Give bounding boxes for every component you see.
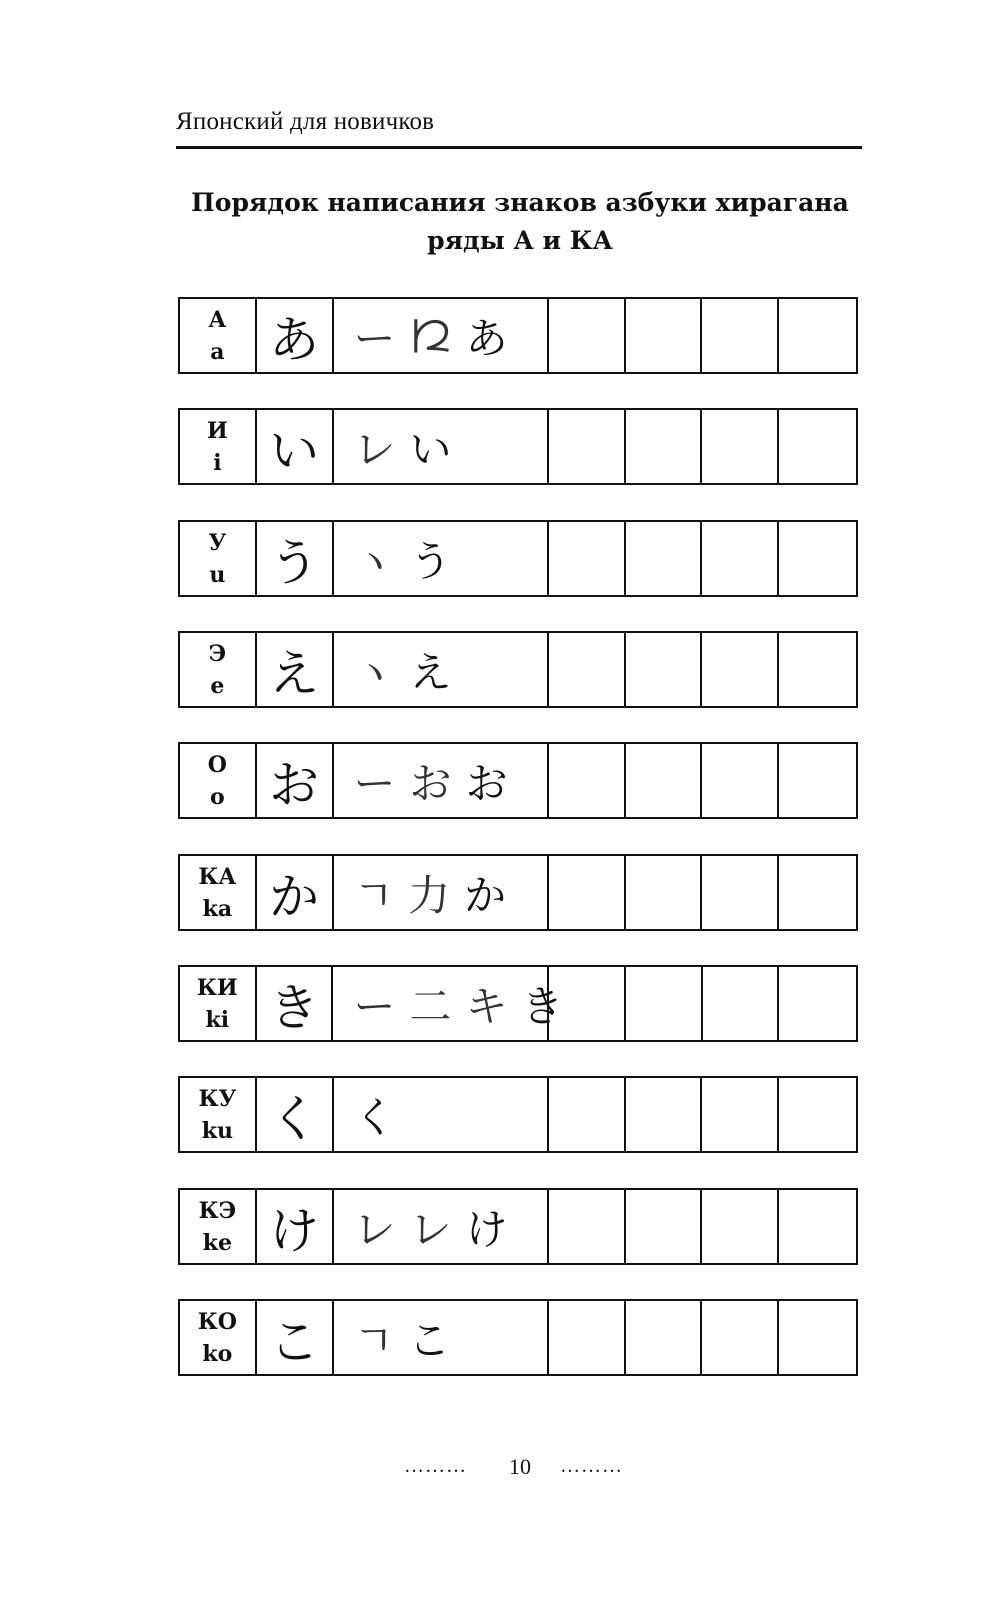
- syllable-label: [180, 1078, 257, 1151]
- syllable-label: [180, 1190, 257, 1263]
- kana-row: [178, 520, 858, 597]
- syllable-label: [180, 633, 257, 706]
- practice-cell: [549, 633, 626, 706]
- stroke-step: け: [465, 1204, 508, 1254]
- practice-cell: [549, 856, 626, 929]
- syllable-cyrillic: И: [206, 417, 228, 444]
- page-number: 10: [509, 1454, 531, 1479]
- stroke-order: [334, 299, 549, 372]
- kana-character: く: [257, 1078, 334, 1151]
- syllable-label: [180, 522, 257, 595]
- kana-character: け: [257, 1190, 334, 1263]
- stroke-step: レ: [353, 424, 396, 474]
- syllable-latin: ko: [202, 1340, 233, 1367]
- stroke-step: い: [409, 424, 452, 474]
- stroke-step: ㄱ: [353, 1315, 395, 1365]
- stroke-step: ㄱ: [353, 870, 395, 920]
- practice-cell: [779, 967, 856, 1040]
- stroke-step: ー: [353, 758, 396, 808]
- stroke-step: レ: [353, 1204, 396, 1254]
- syllable-label: [180, 299, 257, 372]
- practice-cell: [549, 744, 626, 817]
- syllable-cyrillic: А: [208, 306, 227, 333]
- syllable-label: [180, 410, 257, 483]
- syllable-cyrillic: КУ: [198, 1085, 237, 1112]
- stroke-step: く: [353, 1092, 396, 1142]
- stroke-order: [334, 1301, 549, 1374]
- stroke-step: き: [521, 981, 564, 1031]
- kana-character: か: [257, 856, 334, 929]
- syllable-cyrillic: КА: [198, 863, 237, 890]
- stroke-step: 二: [409, 981, 452, 1031]
- practice-cell: [702, 856, 779, 929]
- stroke-step: お: [465, 758, 508, 808]
- practice-cell: [549, 299, 626, 372]
- kana-row: [178, 1299, 858, 1376]
- practice-cell: [626, 744, 703, 817]
- practice-cell: [549, 1078, 626, 1151]
- practice-cell: [702, 1078, 779, 1151]
- stroke-step: 力: [408, 870, 451, 920]
- syllable-label: [180, 967, 257, 1040]
- stroke-order: [334, 1190, 549, 1263]
- kana-character: あ: [257, 299, 334, 372]
- page-subtitle: ряды А и КА: [427, 226, 613, 255]
- practice-cell: [779, 633, 856, 706]
- practice-cell: [549, 522, 626, 595]
- practice-cell: [626, 1301, 703, 1374]
- syllable-cyrillic: У: [208, 529, 227, 556]
- practice-cell: [779, 1078, 856, 1151]
- practice-cell: [702, 1190, 779, 1263]
- syllable-latin: ki: [205, 1006, 230, 1033]
- syllable-label: [180, 856, 257, 929]
- syllable-latin: e: [210, 672, 225, 699]
- stroke-order: [334, 410, 549, 483]
- practice-cell: [779, 744, 856, 817]
- practice-cell: [779, 856, 856, 929]
- kana-row: [178, 297, 858, 374]
- stroke-step: 𛀁: [409, 311, 452, 361]
- kana-character: う: [257, 522, 334, 595]
- stroke-order: [334, 744, 549, 817]
- kana-character: お: [257, 744, 334, 817]
- practice-cell: [779, 410, 856, 483]
- kana-row: [178, 1188, 858, 1265]
- practice-cell: [626, 410, 703, 483]
- kana-character: き: [257, 967, 334, 1040]
- stroke-step: ー: [353, 981, 396, 1031]
- practice-cell: [549, 1301, 626, 1374]
- syllable-cyrillic: КО: [197, 1308, 237, 1335]
- syllable-cyrillic: КЭ: [198, 1197, 237, 1224]
- kana-character: え: [257, 633, 334, 706]
- stroke-step: キ: [465, 981, 508, 1031]
- stroke-step: ヽ: [353, 647, 396, 697]
- syllable-latin: o: [210, 783, 225, 810]
- practice-cell: [702, 1301, 779, 1374]
- syllable-latin: i: [213, 449, 222, 476]
- stroke-order: [334, 633, 549, 706]
- stroke-step: か: [464, 870, 507, 920]
- practice-cell: [626, 522, 703, 595]
- stroke-step: こ: [408, 1315, 451, 1365]
- syllable-cyrillic: О: [207, 751, 227, 778]
- kana-row: [178, 408, 858, 485]
- syllable-cyrillic: КИ: [196, 974, 238, 1001]
- kana-row: [178, 965, 858, 1042]
- stroke-step: ヽ: [353, 536, 396, 586]
- stroke-step: う: [409, 536, 452, 586]
- footer-dots-right: ………: [560, 1455, 623, 1477]
- syllable-label: [180, 744, 257, 817]
- practice-cell: [703, 967, 780, 1040]
- syllable-latin: ka: [202, 895, 233, 922]
- syllable-latin: a: [210, 338, 225, 365]
- practice-cell: [779, 522, 856, 595]
- stroke-step: お: [409, 758, 452, 808]
- stroke-step: え: [409, 647, 452, 697]
- stroke-order: [333, 967, 564, 1040]
- syllable-latin: u: [209, 561, 226, 588]
- syllable-latin: ku: [201, 1117, 233, 1144]
- header-rule: [176, 146, 862, 149]
- stroke-step: レ: [409, 1204, 452, 1254]
- kana-row: [178, 854, 858, 931]
- stroke-order: [334, 1078, 549, 1151]
- practice-cell: [702, 744, 779, 817]
- practice-cell: [626, 967, 703, 1040]
- practice-cell: [702, 410, 779, 483]
- practice-cell: [549, 410, 626, 483]
- practice-cell: [702, 299, 779, 372]
- practice-cell: [626, 633, 703, 706]
- stroke-order: [334, 856, 549, 929]
- practice-cell: [702, 522, 779, 595]
- practice-cell: [549, 1190, 626, 1263]
- practice-cell: [626, 1190, 703, 1263]
- kana-row: [178, 631, 858, 708]
- kana-row: [178, 742, 858, 819]
- running-title: Японский для новичков: [176, 108, 435, 135]
- stroke-step: あ: [465, 313, 508, 363]
- practice-cell: [549, 967, 626, 1040]
- syllable-label: [180, 1301, 257, 1374]
- practice-cell: [779, 1301, 856, 1374]
- practice-cell: [702, 633, 779, 706]
- syllable-cyrillic: Э: [208, 640, 227, 667]
- practice-cell: [779, 1190, 856, 1263]
- syllable-latin: ke: [202, 1229, 232, 1256]
- practice-cell: [626, 1078, 703, 1151]
- footer-dots-left: ………: [404, 1455, 467, 1477]
- practice-cell: [626, 856, 703, 929]
- kana-character: こ: [257, 1301, 334, 1374]
- practice-cell: [626, 299, 703, 372]
- practice-cell: [779, 299, 856, 372]
- stroke-order: [334, 522, 549, 595]
- stroke-step: ー: [353, 313, 396, 363]
- kana-character: い: [257, 410, 334, 483]
- page-title: Порядок написания знаков азбуки хирагана: [191, 188, 849, 217]
- kana-row: [178, 1076, 858, 1153]
